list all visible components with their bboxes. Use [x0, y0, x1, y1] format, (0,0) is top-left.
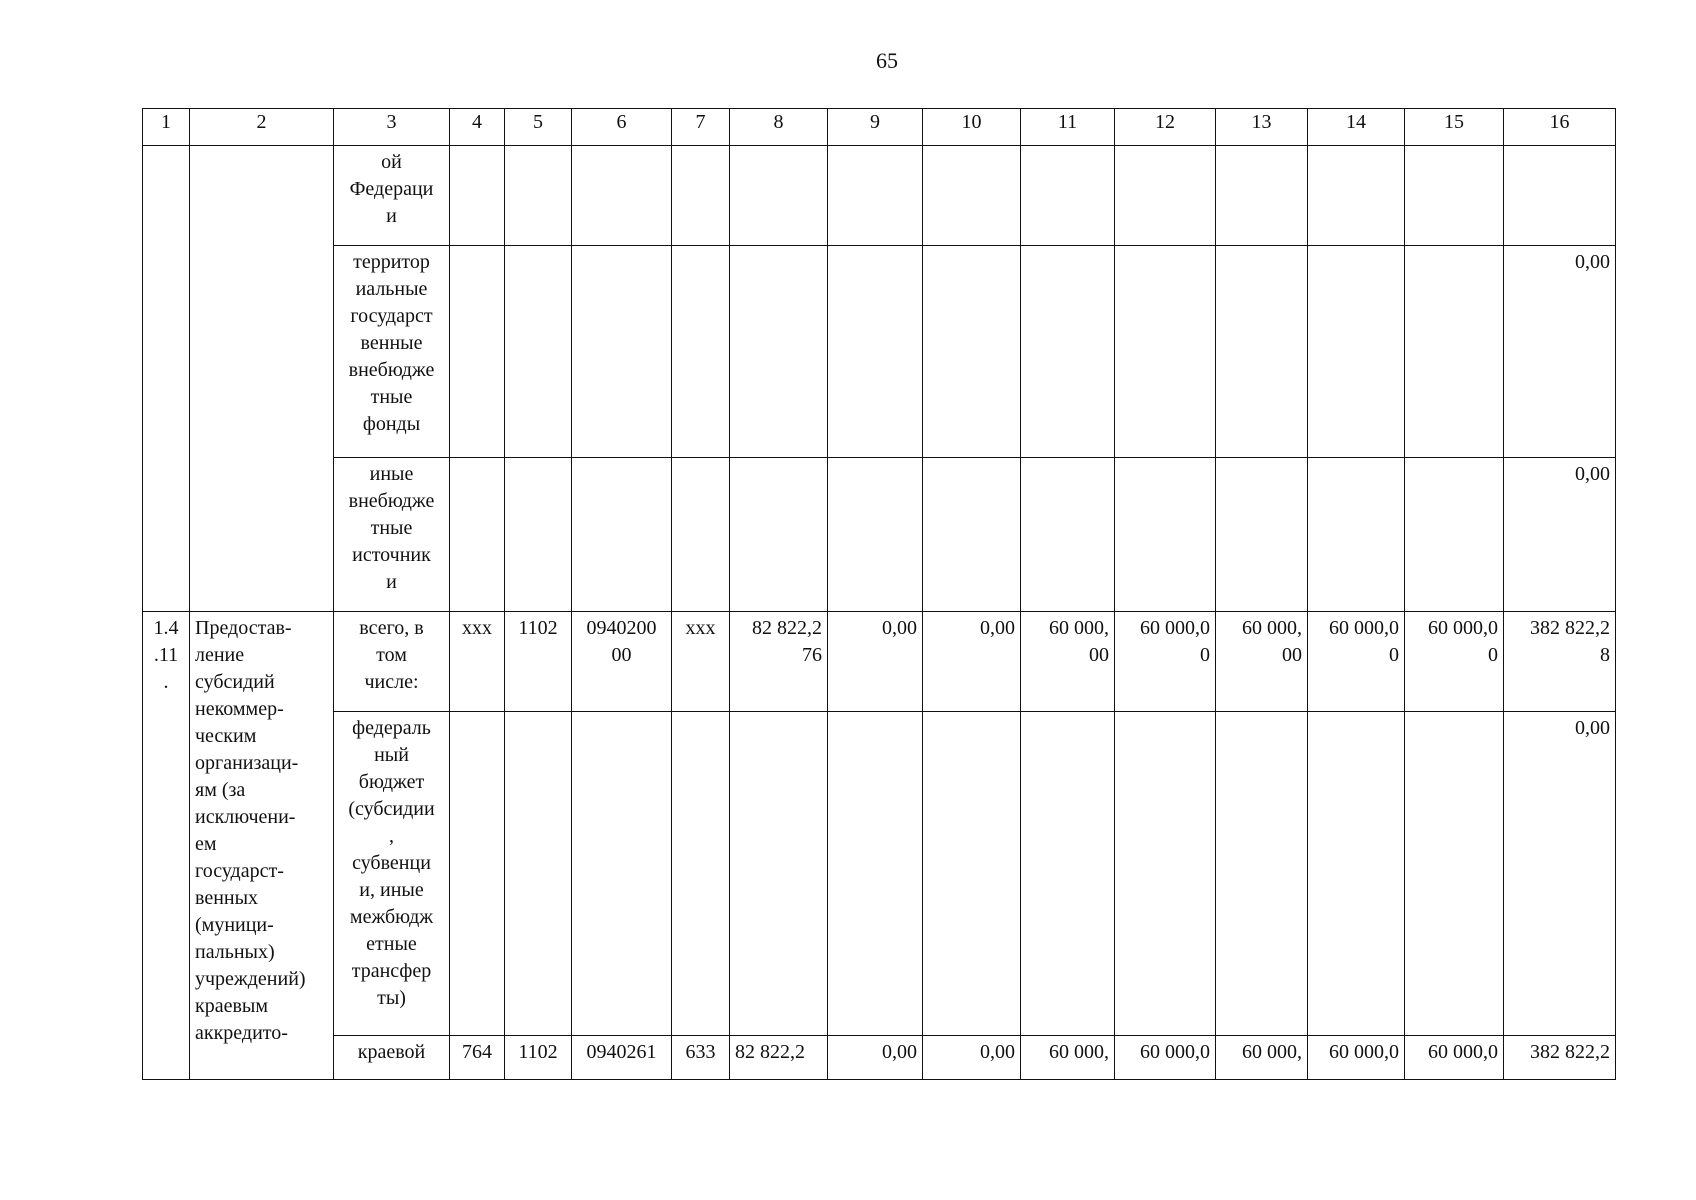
- header-cell: 11: [1021, 109, 1115, 146]
- cell-value: 82 822,2: [730, 1036, 828, 1080]
- cell-name-empty: [190, 146, 334, 612]
- header-cell: 4: [450, 109, 505, 146]
- header-cell: 10: [923, 109, 1021, 146]
- cell-total: 382 822,2: [1504, 1036, 1616, 1080]
- cell-code: 764: [450, 1036, 505, 1080]
- cell-total: [1504, 146, 1616, 246]
- cell-value: 60 000,: [1216, 1036, 1308, 1080]
- header-cell: 2: [190, 109, 334, 146]
- cell-item-number: 1.4 .11 .: [143, 612, 190, 1080]
- cell-value: 0,00: [923, 612, 1021, 712]
- header-cell: 13: [1216, 109, 1308, 146]
- cell-total: 0,00: [1504, 458, 1616, 612]
- table-row: [143, 146, 1616, 246]
- cell-value: 60 000,0: [1308, 1036, 1405, 1080]
- table-row: [143, 246, 1616, 458]
- cell-value: 60 000,0 0: [1405, 612, 1504, 712]
- cell-code: 633: [672, 1036, 730, 1080]
- cell-code: ххх: [672, 612, 730, 712]
- cell-total: 382 822,2 8: [1504, 612, 1616, 712]
- cell-code: 1102: [505, 1036, 572, 1080]
- cell-code: 0940261: [572, 1036, 672, 1080]
- cell-number-empty: [143, 146, 190, 612]
- header-cell: 8: [730, 109, 828, 146]
- cell-value: 0,00: [828, 1036, 923, 1080]
- cell-value: 0,00: [923, 1036, 1021, 1080]
- cell-value: 60 000,0: [1405, 1036, 1504, 1080]
- header-cell: 7: [672, 109, 730, 146]
- header-cell: 3: [334, 109, 450, 146]
- cell-code: ххх: [450, 612, 505, 712]
- table-row: [143, 712, 1616, 1036]
- cell-value: 82 822,2 76: [730, 612, 828, 712]
- cell-item-name: Предостав- ление субсидий некоммер- ческим организаци- ям (за исключени- ем государст- венных (муници- пальных) учреждений) краевым аккредито-: [190, 612, 334, 1080]
- cell-total: 0,00: [1504, 246, 1616, 458]
- header-cell: 1: [143, 109, 190, 146]
- budget-table: [142, 108, 1616, 1080]
- header-cell: 5: [505, 109, 572, 146]
- cell-source: иные внебюдже тные источник и: [334, 458, 450, 612]
- table-row: [143, 1036, 1616, 1080]
- page-number: 65: [876, 48, 898, 73]
- cell-total: 0,00: [1504, 712, 1616, 1036]
- cell-value: 0,00: [828, 612, 923, 712]
- cell-source: территор иальные государст венные внебюдже тные фонды: [334, 246, 450, 458]
- cell-value: 60 000,0 0: [1308, 612, 1405, 712]
- header-cell: 14: [1308, 109, 1405, 146]
- cell-value: 60 000,0 0: [1115, 612, 1216, 712]
- header-cell: 9: [828, 109, 923, 146]
- header-row: [143, 109, 1616, 146]
- cell-value: 60 000,0: [1115, 1036, 1216, 1080]
- cell-source: краевой: [334, 1036, 450, 1080]
- cell-source: ой Федераци и: [334, 146, 450, 246]
- cell-code: 1102: [505, 612, 572, 712]
- cell-value: 60 000, 00: [1021, 612, 1115, 712]
- header-cell: 6: [572, 109, 672, 146]
- table-row: [143, 612, 1616, 712]
- table-row: [143, 458, 1616, 612]
- cell-source: всего, в том числе:: [334, 612, 450, 712]
- cell-source: федераль ный бюджет (субсидии , субвенци и, иные межбюдж етные трансфер ты): [334, 712, 450, 1036]
- cell-code: 0940200 00: [572, 612, 672, 712]
- cell-value: 60 000, 00: [1216, 612, 1308, 712]
- header-cell: 12: [1115, 109, 1216, 146]
- header-cell: 16: [1504, 109, 1616, 146]
- header-cell: 15: [1405, 109, 1504, 146]
- cell-value: 60 000,: [1021, 1036, 1115, 1080]
